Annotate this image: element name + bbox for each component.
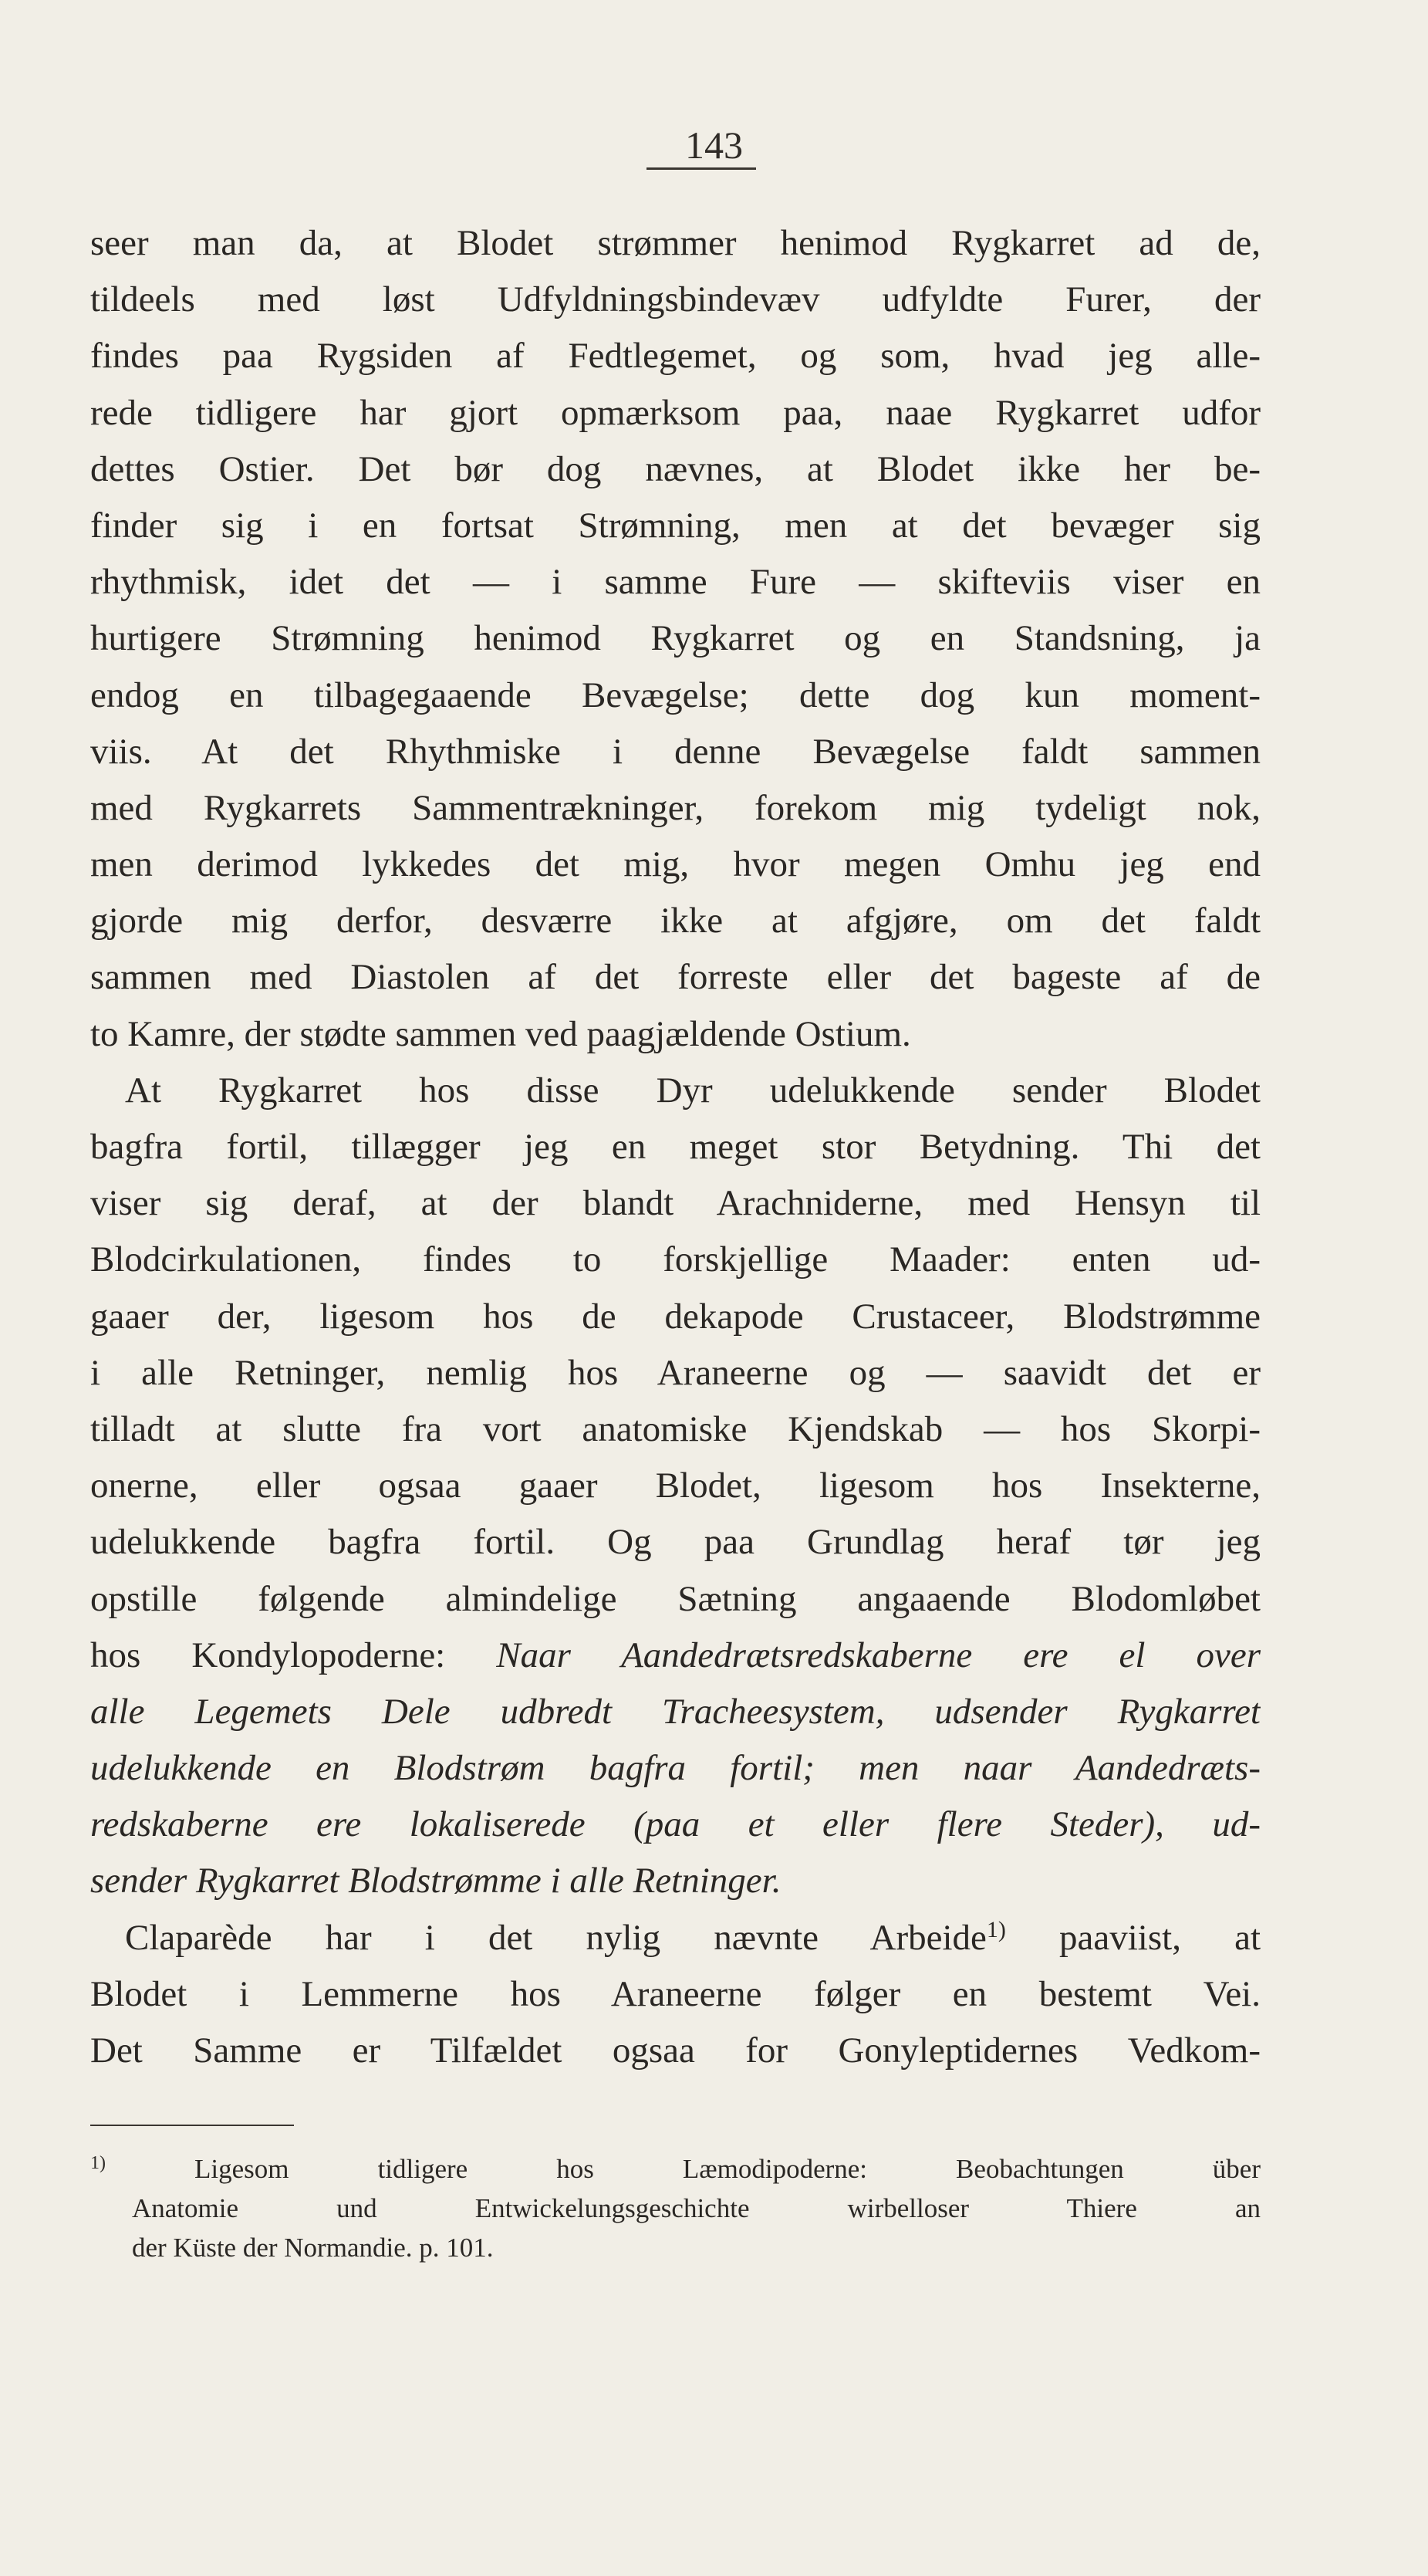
body-line-roman: Claparède har i det nylig nævnte Arbeide: [125, 1917, 987, 1958]
body-line: finder sig i en fortsat Strømning, men at det bevæger sig: [90, 505, 1261, 546]
body-line: viis. At det Rhythmiske i denne Bevægelse faldt sammen: [90, 731, 1261, 772]
body-line: opstille følgende almindelige Sætning angaaende Blodomløbet: [90, 1578, 1261, 1619]
body-line: gaaer der, ligesom hos de dekapode Crustaceer, Blodstrømme: [90, 1296, 1261, 1337]
body-line: sammen med Diastolen af det forreste eller det bageste af de: [90, 957, 1261, 998]
body-line: tildeels med løst Udfyldningsbindevæv udfyldte Furer, der: [90, 279, 1261, 320]
body-text: [90, 215, 1261, 2079]
body-line: onerne, eller ogsaa gaaer Blodet, ligesom hos Insekterne,: [90, 1465, 1261, 1506]
body-line: bagfra fortil, tillægger jeg en meget stor Betydning. Thi det: [90, 1127, 1261, 1167]
body-line-roman: hos Kondylopoderne:: [90, 1635, 446, 1675]
footnote-line: der Küste der Normandie. p. 101.: [132, 2233, 494, 2263]
footnote-line: Anatomie und Entwickelungsgeschichte wirbelloser Thiere an: [132, 2193, 1261, 2223]
body-line: rhythmisk, idet det — i samme Fure — skifteviis viser en: [90, 562, 1261, 603]
body-line: findes paa Rygsiden af Fedtlegemet, og som, hvad jeg alle-: [90, 336, 1261, 377]
footnote-divider: [90, 2125, 294, 2126]
footnote-reference: 1): [986, 1916, 1006, 1942]
footnotes: [90, 2149, 1261, 2267]
body-line: dettes Ostier. Det bør dog nævnes, at Blodet ikke her be-: [90, 448, 1261, 489]
body-line: gjorde mig derfor, desværre ikke at afgjøre, om det faldt: [90, 901, 1261, 941]
body-line: endog en tilbagegaaende Bevægelse; dette dog kun moment-: [90, 674, 1261, 715]
body-line: med Rygkarrets Sammentrækninger, forekom mig tydeligt nok,: [90, 787, 1261, 828]
body-line: seer man da, at Blodet strømmer henimod Rygkarret ad de,: [90, 223, 1261, 263]
body-line: viser sig deraf, at der blandt Arachniderne, med Hensyn til: [90, 1183, 1261, 1224]
body-line: to Kamre, der stødte sammen ved paagjældende Ostium.: [90, 1013, 911, 1054]
body-line: tilladt at slutte fra vort anatomiske Kjendskab — hos Skorpi-: [90, 1408, 1261, 1449]
body-line-roman: paaviist, at: [1005, 1917, 1261, 1958]
body-line-italic: redskaberne ere lokaliserede (paa et eller flere Steder), ud-: [90, 1804, 1261, 1845]
body-line: i alle Retninger, nemlig hos Araneerne og — saavidt det er: [90, 1352, 1261, 1393]
body-line: Det Samme er Tilfældet ogsaa for Gonyleptidernes Vedkom-: [90, 2030, 1261, 2071]
body-line-italic: Naar Aandedrætsredskaberne ere el over: [496, 1635, 1261, 1675]
body-line: Blodet i Lemmerne hos Araneerne følger en bestemt Vei.: [90, 1973, 1261, 2014]
body-line: rede tidligere har gjort opmærksom paa, naae Rygkarret udfor: [90, 392, 1261, 433]
body-line: udelukkende bagfra fortil. Og paa Grundlag heraf tør jeg: [90, 1522, 1261, 1563]
body-line: [90, 1910, 1261, 1966]
body-line-italic: sender Rygkarret Blodstrømme i alle Retninger.: [90, 1861, 782, 1902]
body-line: men derimod lykkedes det mig, hvor megen Omhu jeg end: [90, 844, 1261, 885]
footnote-text: Ligesom tidligere hos Læmodipoderne: Beobachtungen über: [194, 2154, 1261, 2184]
page-number-underline: [646, 167, 756, 170]
page-number: 143: [685, 123, 743, 167]
footnote-line: [90, 2149, 1261, 2189]
body-line: At Rygkarret hos disse Dyr udelukkende sender Blodet: [125, 1070, 1261, 1111]
body-line-italic: udelukkende en Blodstrøm bagfra fortil; men naar Aandedræts-: [90, 1748, 1261, 1789]
body-line-italic: alle Legemets Dele udbredt Tracheesystem, udsender Rygkarret: [90, 1691, 1261, 1732]
body-line: [90, 1628, 1261, 1684]
body-line: hurtigere Strømning henimod Rygkarret og en Standsning, ja: [90, 618, 1261, 659]
body-line: Blodcirkulationen, findes to forskjellige Maader: enten ud-: [90, 1239, 1261, 1280]
footnote-mark: 1): [90, 2153, 106, 2173]
